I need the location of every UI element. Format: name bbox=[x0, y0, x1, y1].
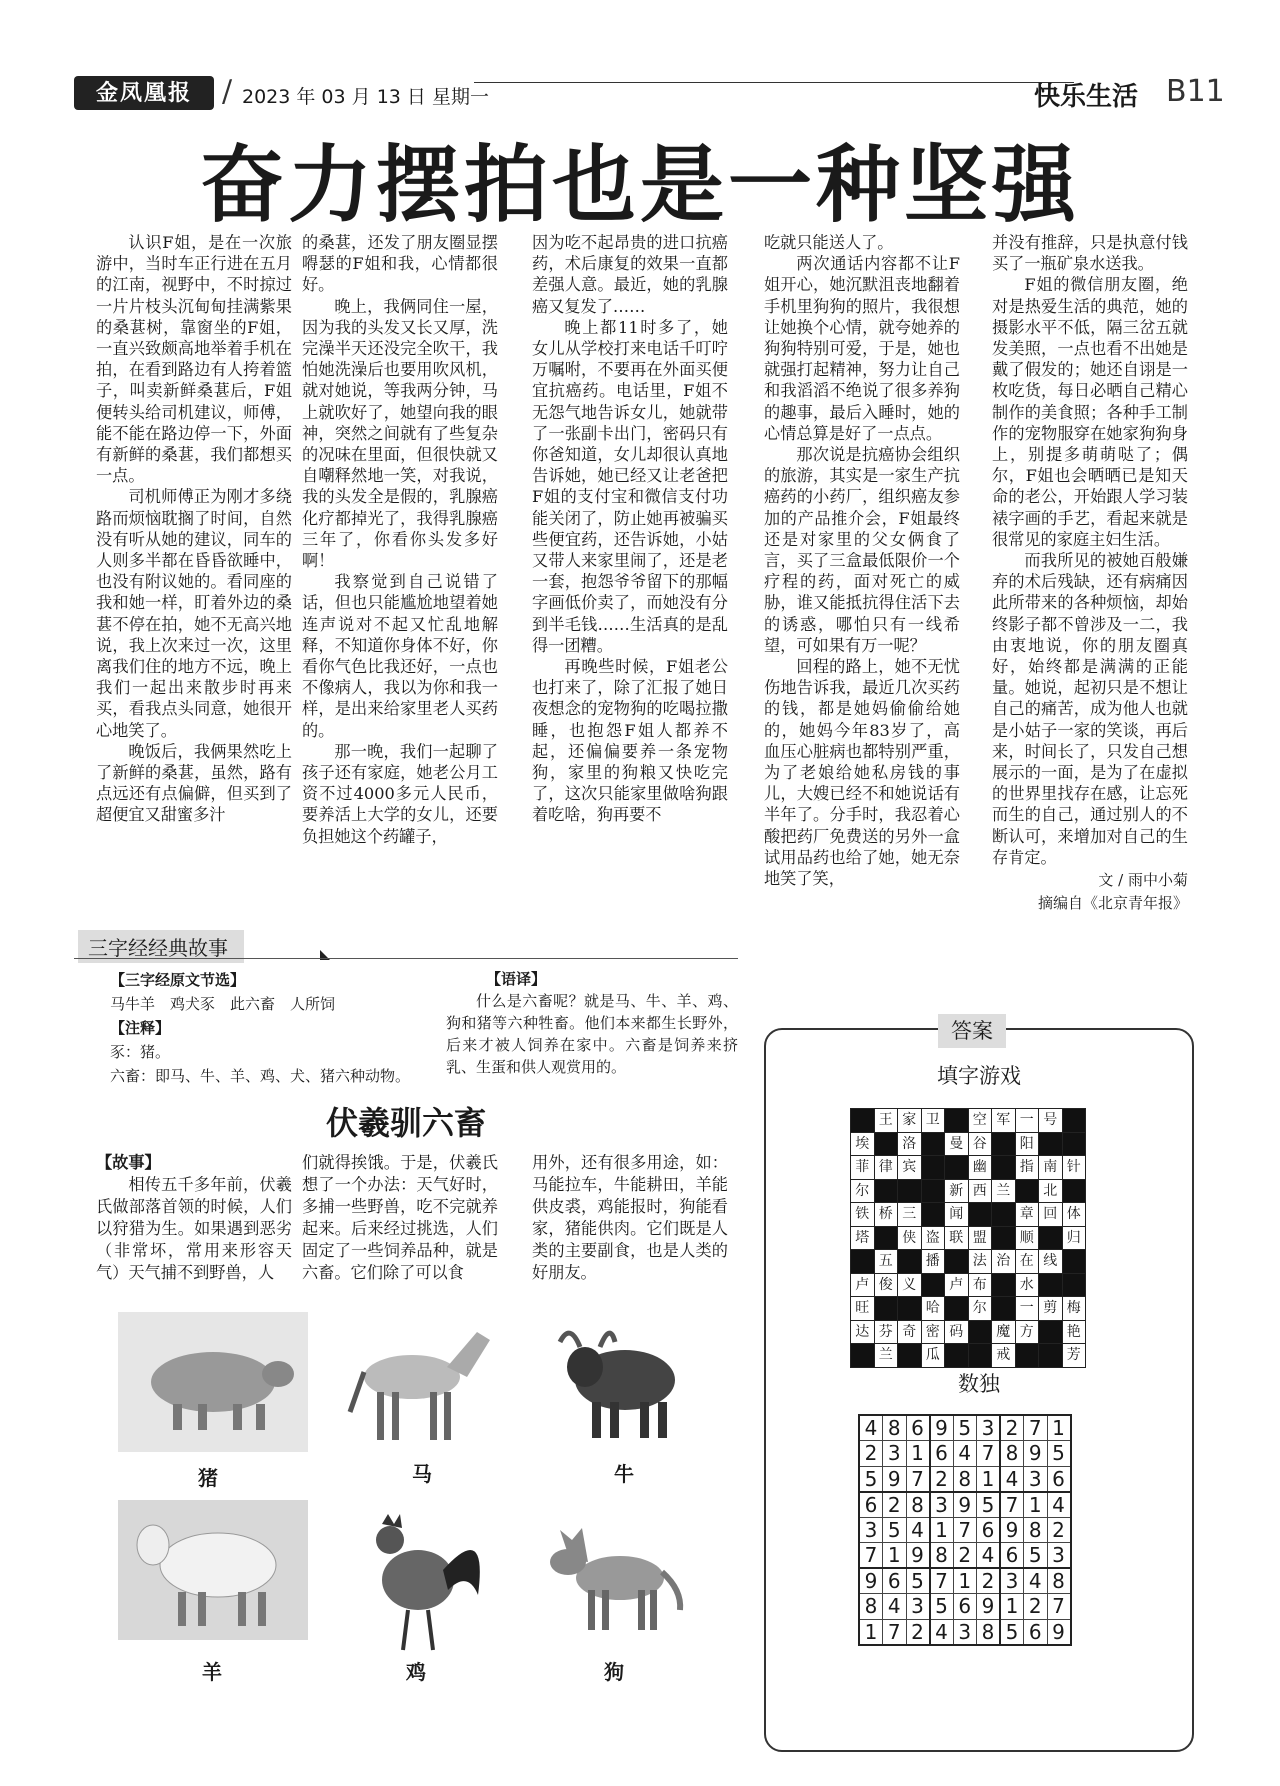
crossword-cell: 戒 bbox=[992, 1344, 1016, 1368]
crossword-cell bbox=[851, 1109, 875, 1133]
crossword-cell bbox=[1039, 1320, 1063, 1344]
crossword-cell bbox=[898, 1344, 922, 1368]
sudoku-cell: 9 bbox=[906, 1543, 930, 1569]
crossword-cell: 洛 bbox=[898, 1132, 922, 1156]
crossword-cell: 回 bbox=[1039, 1203, 1063, 1227]
crossword-cell bbox=[1015, 1179, 1039, 1203]
newspaper-logo: 金凤凰报 bbox=[74, 76, 214, 110]
author-byline: 文 / 雨中小菊 bbox=[1098, 871, 1188, 890]
sudoku-cell: 2 bbox=[883, 1492, 907, 1518]
crossword-cell: 水 bbox=[1015, 1273, 1039, 1297]
translation-text: 什么是六畜呢？就是马、牛、羊、鸡、狗和猪等六种牲畜。他们本来都生长野外，后来才被人饲养在家中。六畜是饲养来挤乳、生蛋和供人观赏用的。 bbox=[446, 992, 738, 1076]
answers-title: 答案 bbox=[938, 1014, 1006, 1048]
sudoku-cell: 6 bbox=[977, 1517, 1001, 1543]
story-column-1 bbox=[96, 1152, 292, 1284]
crossword-cell: 一 bbox=[1015, 1109, 1039, 1133]
animal-label: 羊 bbox=[202, 1660, 222, 1684]
page-number: B11 bbox=[1166, 74, 1225, 109]
sudoku-cell: 9 bbox=[1047, 1619, 1071, 1645]
sudoku-cell: 4 bbox=[953, 1441, 977, 1467]
sudoku-cell: 6 bbox=[906, 1415, 930, 1441]
paragraph: 我察觉到自己说错了话，但也只能尴尬地望着她连声说对不起又忙乱地解释，不知道你身体不好，你看你气色比我还好，一点也不像病人，我以为你和我一样，是出来给家里老人买药的。 bbox=[302, 572, 498, 740]
sudoku-cell: 6 bbox=[883, 1568, 907, 1594]
animal-label: 马 bbox=[412, 1462, 432, 1486]
sudoku-cell: 8 bbox=[930, 1543, 954, 1569]
crossword-cell: 菲 bbox=[851, 1156, 875, 1180]
translation-box bbox=[446, 968, 738, 1078]
band-label: 三字经经典故事 bbox=[78, 930, 244, 963]
crossword-cell bbox=[1062, 1109, 1086, 1133]
paragraph: 回程的路上，她不无忧伤地告诉我，最近几次买药的钱，都是她妈偷偷给她的，她妈今年83岁了，高血压心脏病也都特别严重，为了老娘给她私房钱的事儿，大嫂已经不和她说话有半年了。分手时，我忍着心酸把药厂免费送的另外一盒试用品药也给了她，她无奈地笑了笑， bbox=[764, 657, 960, 889]
crossword-cell: 侠 bbox=[898, 1226, 922, 1250]
crossword-cell: 空 bbox=[968, 1109, 992, 1133]
crossword-cell: 幽 bbox=[968, 1156, 992, 1180]
paragraph: 的桑葚，还发了朋友圈显摆嘚瑟的F姐和我，心情都很好。 bbox=[302, 233, 498, 295]
crossword-cell: 军 bbox=[992, 1109, 1016, 1133]
paragraph: F姐的微信朋友圈，绝对是热爱生活的典范，她的摄影水平不低，隔三岔五就发美照，一点也看不出她是戴了假发的；她还自诩是一枚吃货，每日必晒自己精心制作的美食照；各种手工制作的宠物服穿在她家狗狗身上，别提多萌萌哒了；偶尔，F姐也会晒晒已是知天命的老公，开始跟人学习装裱字画的手艺，看起来就是很常见的家庭主妇生活。 bbox=[992, 275, 1188, 549]
sudoku-cell: 4 bbox=[1000, 1466, 1024, 1492]
crossword-cell: 体 bbox=[1062, 1203, 1086, 1227]
crossword-cell: 码 bbox=[945, 1320, 969, 1344]
crossword-cell bbox=[898, 1250, 922, 1274]
crossword-cell bbox=[898, 1297, 922, 1321]
crossword-cell: 卫 bbox=[921, 1109, 945, 1133]
sudoku-cell: 4 bbox=[977, 1543, 1001, 1569]
sudoku-cell: 7 bbox=[859, 1543, 883, 1569]
sudoku-cell: 9 bbox=[883, 1466, 907, 1492]
crossword-cell bbox=[1062, 1273, 1086, 1297]
sudoku-cell: 1 bbox=[883, 1543, 907, 1569]
crossword-cell bbox=[992, 1156, 1016, 1180]
sudoku-cell: 5 bbox=[1047, 1441, 1071, 1467]
crossword-cell: 剪 bbox=[1039, 1297, 1063, 1321]
sudoku-cell: 3 bbox=[930, 1492, 954, 1518]
classic-story-band bbox=[74, 928, 738, 960]
story-text: 用外，还有很多用途，如：马能拉车，牛能耕田，羊能供皮裘，鸡能报时，狗能看家，猪能供肉。它们既是人类的主要副食，也是人类的好朋友。 bbox=[532, 1153, 728, 1282]
crossword-cell: 家 bbox=[898, 1109, 922, 1133]
crossword-cell: 方 bbox=[1015, 1320, 1039, 1344]
paragraph: 晚饭后，我俩果然吃上了新鲜的桑葚，虽然，路有点远还有点偏僻，但买到了超便宜又甜蜜多汁 bbox=[96, 741, 292, 825]
original-text-box bbox=[110, 968, 440, 1088]
article-column-4 bbox=[764, 232, 960, 1002]
crossword-cell: 治 bbox=[992, 1250, 1016, 1274]
sudoku-cell: 9 bbox=[1024, 1441, 1048, 1467]
sudoku-cell: 1 bbox=[1047, 1415, 1071, 1441]
sheep-illustration bbox=[118, 1500, 308, 1640]
crossword-cell bbox=[968, 1320, 992, 1344]
paragraph: 那一晚，我们一起聊了孩子还有家庭，她老公月工资不过4000多元人民币，要养活上大学的女儿，还要负担她这个药罐子， bbox=[302, 741, 498, 846]
sudoku-cell: 3 bbox=[953, 1619, 977, 1645]
sudoku-cell: 9 bbox=[977, 1594, 1001, 1620]
crossword-cell: 奇 bbox=[898, 1320, 922, 1344]
crossword-cell bbox=[1062, 1250, 1086, 1274]
sudoku-cell: 8 bbox=[977, 1619, 1001, 1645]
sudoku-cell: 3 bbox=[1024, 1466, 1048, 1492]
translation-heading: 【语译】 bbox=[486, 970, 547, 988]
crossword-cell: 达 bbox=[851, 1320, 875, 1344]
crossword-cell bbox=[1039, 1226, 1063, 1250]
crossword-cell: 西 bbox=[968, 1179, 992, 1203]
crossword-cell bbox=[945, 1250, 969, 1274]
paragraph: 晚上都11时多了，她女儿从学校打来电话千叮咛万嘱咐，不要再在外面买便宜抗癌药。电话里，F姐不无怨气地告诉女儿，她就带了一张副卡出门，密码只有你爸知道，女儿却很认真地告诉她，她已经又让老爸把F姐的支付宝和微信支付功能关闭了，防止她再被骗买些便宜药，还告诉她，小姑又带人来家里闹了，还是老一套，抱怨爷爷留下的那幅字画低价卖了，而她没有分到半毛钱……生活真的是乱得一团糟。 bbox=[532, 317, 728, 655]
sudoku-cell: 6 bbox=[930, 1441, 954, 1467]
sudoku-cell: 3 bbox=[859, 1517, 883, 1543]
crossword-cell bbox=[992, 1226, 1016, 1250]
paragraph: 晚上，我俩同住一屋，因为我的头发又长又厚，洗完澡半天还没完全吹干，我怕她洗澡后也要用吹风机，就对她说，等我两分钟，马上就吹好了，她望向我的眼神，突然之间就有了些复杂的况味在里面，但很快就又自嘲释然地一笑，对我说，我的头发全是假的，乳腺癌化疗都掉光了，我得乳腺癌三年了，你看你头发多好啊！ bbox=[302, 296, 498, 571]
horse-illustration bbox=[322, 1312, 512, 1452]
sudoku-cell: 4 bbox=[930, 1619, 954, 1645]
crossword-cell bbox=[992, 1132, 1016, 1156]
sudoku-cell: 1 bbox=[930, 1517, 954, 1543]
paragraph: 认识F姐，是在一次旅游中，当时车正行进在五月的江南，视野中，不时掠过一片片枝头沉甸甸挂满紫果的桑葚树，靠窗坐的F姐，一直兴致颇高地举着手机在拍，在看到路边有人挎着篮子，叫卖新鲜桑葚后，F姐便转头给司机建议，师傅，能不能在路边停一下，外面有新鲜的桑葚，我们都想买一点。 bbox=[96, 233, 292, 486]
crossword-cell: 阳 bbox=[1015, 1132, 1039, 1156]
sudoku-cell: 2 bbox=[906, 1619, 930, 1645]
crossword-cell: 指 bbox=[1015, 1156, 1039, 1180]
crossword-cell: 一 bbox=[1015, 1297, 1039, 1321]
paragraph: 吃就只能送人了。 bbox=[764, 233, 894, 252]
sudoku-cell: 9 bbox=[953, 1492, 977, 1518]
crossword-cell: 盟 bbox=[968, 1226, 992, 1250]
sudoku-cell: 1 bbox=[953, 1568, 977, 1594]
sudoku-cell: 2 bbox=[977, 1568, 1001, 1594]
sudoku-cell: 6 bbox=[859, 1492, 883, 1518]
sudoku-cell: 3 bbox=[1000, 1568, 1024, 1594]
sudoku-cell: 1 bbox=[977, 1466, 1001, 1492]
animal-label: 牛 bbox=[614, 1462, 634, 1486]
crossword-cell: 密 bbox=[921, 1320, 945, 1344]
sudoku-cell: 8 bbox=[883, 1415, 907, 1441]
sudoku-cell: 7 bbox=[1000, 1492, 1024, 1518]
sudoku-cell: 3 bbox=[1047, 1543, 1071, 1569]
crossword-cell: 章 bbox=[1015, 1203, 1039, 1227]
sudoku-cell: 4 bbox=[1024, 1568, 1048, 1594]
sudoku-cell: 8 bbox=[1000, 1441, 1024, 1467]
crossword-cell: 线 bbox=[1039, 1250, 1063, 1274]
sudoku-cell: 4 bbox=[859, 1415, 883, 1441]
story-title: 伏羲驯六畜 bbox=[325, 1104, 486, 1142]
dog-illustration bbox=[530, 1500, 720, 1640]
sudoku-cell: 5 bbox=[930, 1594, 954, 1620]
note-heading: 【注释】 bbox=[110, 1019, 171, 1037]
crossword-cell: 尔 bbox=[851, 1179, 875, 1203]
crossword-cell: 俊 bbox=[874, 1273, 898, 1297]
source-credit: 摘编自《北京青年报》 bbox=[1037, 894, 1188, 913]
crossword-cell bbox=[1039, 1344, 1063, 1368]
crossword-title: 填字游戏 bbox=[937, 1064, 1021, 1088]
paragraph: 两次通话内容都不让F姐开心，她沉默沮丧地翻着手机里狗狗的照片，我很想让她换个心情，就夸她养的狗狗特别可爱，于是，她也就强打起精神，努力让自己和我滔滔不绝说了很多养狗的趣事，最后入睡时，她的心情总算是好了一点点。 bbox=[764, 254, 960, 443]
story-column-2 bbox=[302, 1152, 498, 1284]
sudoku-cell: 2 bbox=[930, 1466, 954, 1492]
crossword-cell: 号 bbox=[1039, 1109, 1063, 1133]
crossword-cell: 魔 bbox=[992, 1320, 1016, 1344]
crossword-cell: 芳 bbox=[1062, 1344, 1086, 1368]
crossword-cell bbox=[992, 1203, 1016, 1227]
sudoku-cell: 1 bbox=[1000, 1594, 1024, 1620]
band-rule bbox=[74, 958, 738, 959]
crossword-cell: 旺 bbox=[851, 1297, 875, 1321]
story-text: 相传五千多年前，伏羲氏做部落首领的时候，人们以狩猎为生。如果遇到恶劣（非常坏，常用来形容天气）天气捕不到野兽，人 bbox=[96, 1175, 292, 1282]
sudoku-cell: 7 bbox=[1047, 1594, 1071, 1620]
paragraph: 再晚些时候，F姐老公也打来了，除了汇报了她日夜想念的宠物狗的吃喝拉撒睡，也抱怨F姐人都养不起，还偏偏要养一条宠物狗，家里的狗粮又快吃完了，这次只能家里做啥狗跟着吃啥，狗再要不 bbox=[532, 657, 728, 825]
sudoku-cell: 9 bbox=[930, 1415, 954, 1441]
crossword-cell: 兰 bbox=[992, 1179, 1016, 1203]
crossword-cell bbox=[921, 1203, 945, 1227]
sudoku-cell: 8 bbox=[1047, 1568, 1071, 1594]
sudoku-cell: 5 bbox=[859, 1466, 883, 1492]
crossword-cell bbox=[945, 1156, 969, 1180]
crossword-cell: 北 bbox=[1039, 1179, 1063, 1203]
section-name: 快乐生活 bbox=[1034, 82, 1139, 112]
crossword-cell: 尔 bbox=[968, 1297, 992, 1321]
sudoku-cell: 2 bbox=[1047, 1517, 1071, 1543]
crossword-cell bbox=[874, 1297, 898, 1321]
sudoku-cell: 7 bbox=[930, 1568, 954, 1594]
paragraph: 因为吃不起昂贵的进口抗癌药，术后康复的效果一直都差强人意。最近，她的乳腺癌又复发了…… bbox=[532, 233, 728, 316]
paragraph: 并没有推辞，只是执意付钱买了一瓶矿泉水送我。 bbox=[992, 233, 1188, 274]
crossword-cell: 三 bbox=[898, 1203, 922, 1227]
slash-divider: / bbox=[222, 74, 233, 109]
crossword-cell bbox=[1062, 1132, 1086, 1156]
animal-label: 鸡 bbox=[406, 1660, 426, 1684]
original-heading: 【三字经原文节选】 bbox=[110, 971, 246, 989]
headline: 奋力摆拍也是一种坚强 bbox=[199, 136, 1080, 234]
sudoku-cell: 2 bbox=[1000, 1415, 1024, 1441]
crossword-cell bbox=[874, 1226, 898, 1250]
sudoku-cell: 4 bbox=[883, 1594, 907, 1620]
crossword-cell bbox=[945, 1109, 969, 1133]
story-column-3 bbox=[532, 1152, 728, 1284]
crossword-cell bbox=[921, 1273, 945, 1297]
article-column-3 bbox=[532, 232, 728, 892]
sudoku-cell: 7 bbox=[906, 1466, 930, 1492]
crossword-cell: 律 bbox=[874, 1156, 898, 1180]
crossword-cell: 瓜 bbox=[921, 1344, 945, 1368]
crossword-cell: 盗 bbox=[921, 1226, 945, 1250]
crossword-cell bbox=[921, 1179, 945, 1203]
note-line: 豕：猪。 bbox=[110, 1043, 171, 1061]
sudoku-cell: 9 bbox=[1000, 1517, 1024, 1543]
sudoku-cell: 5 bbox=[977, 1492, 1001, 1518]
crossword-cell bbox=[874, 1132, 898, 1156]
crossword-cell: 埃 bbox=[851, 1132, 875, 1156]
crossword-cell bbox=[968, 1344, 992, 1368]
crossword-cell bbox=[851, 1250, 875, 1274]
crossword-cell: 义 bbox=[898, 1273, 922, 1297]
crossword-cell bbox=[992, 1273, 1016, 1297]
crossword-cell: 铁 bbox=[851, 1203, 875, 1227]
crossword-cell: 南 bbox=[1039, 1156, 1063, 1180]
crossword-cell bbox=[945, 1297, 969, 1321]
rooster-illustration bbox=[338, 1500, 528, 1640]
sudoku-cell: 8 bbox=[1024, 1517, 1048, 1543]
sudoku-cell: 3 bbox=[906, 1594, 930, 1620]
sudoku-cell: 5 bbox=[953, 1415, 977, 1441]
paragraph: 那次说是抗癌协会组织的旅游，其实是一家生产抗癌药的小药厂，组织癌友参加的产品推介会，F姐最终还是对家里的父女俩食了言，买了三盒最低限价一个疗程的药，面对死亡的威胁，谁又能抵抗得住活下去的诱惑，哪怕只有一线希望，可如果有万一呢？ bbox=[764, 445, 960, 655]
pig-illustration bbox=[118, 1312, 308, 1452]
page-header bbox=[74, 74, 1225, 114]
article-column-5 bbox=[992, 232, 1188, 1002]
crossword-cell: 法 bbox=[968, 1250, 992, 1274]
crossword-cell: 归 bbox=[1062, 1226, 1086, 1250]
crossword-cell bbox=[898, 1179, 922, 1203]
sudoku-cell: 8 bbox=[906, 1492, 930, 1518]
sudoku-title: 数独 bbox=[958, 1372, 1000, 1396]
sudoku-cell: 8 bbox=[859, 1594, 883, 1620]
crossword-cell: 梅 bbox=[1062, 1297, 1086, 1321]
sudoku-cell: 3 bbox=[977, 1415, 1001, 1441]
sudoku-grid bbox=[858, 1414, 1072, 1646]
sudoku-cell: 7 bbox=[1024, 1415, 1048, 1441]
ox-illustration bbox=[530, 1312, 720, 1452]
paragraph: 而我所见的被她百般嫌弃的术后残缺，还有病痛因此所带来的各种烦恼，却始终影子都不曾涉及一二，我由衷地说，你的朋友圈真好，始终都是满满的正能量。她说，起初只是不想让自己的痛苦，成为他人也就是小姑子一家的笑谈，再后来，时间长了，只发自己想展示的一面，是为了在虚拟的世界里找存在感，让忘死而生的自己，通过别人的不断认可，来增加对自己的生存肯定。 bbox=[992, 551, 1188, 867]
article-column-1 bbox=[96, 232, 292, 902]
crossword-cell bbox=[1039, 1273, 1063, 1297]
crossword-cell: 五 bbox=[874, 1250, 898, 1274]
sudoku-cell: 8 bbox=[953, 1466, 977, 1492]
crossword-cell: 芬 bbox=[874, 1320, 898, 1344]
crossword-cell bbox=[945, 1344, 969, 1368]
crossword-cell: 谷 bbox=[968, 1132, 992, 1156]
sudoku-cell: 1 bbox=[1024, 1492, 1048, 1518]
issue-date: 2023 年 03 月 13 日 星期一 bbox=[242, 86, 489, 108]
crossword-cell: 布 bbox=[968, 1273, 992, 1297]
sudoku-cell: 2 bbox=[1024, 1594, 1048, 1620]
sudoku-cell: 4 bbox=[1047, 1492, 1071, 1518]
crossword-cell: 卢 bbox=[851, 1273, 875, 1297]
crossword-cell: 针 bbox=[1062, 1156, 1086, 1180]
paragraph: 司机师傅正为刚才多绕路而烦恼耽搁了时间，自然没有听从她的建议，同车的人则多半都在昏昏欲睡中，也没有附议她的。看同座的我和她一样，盯着外边的桑葚不停在拍，她不无高兴地说，我上次来过一次，这里离我们住的地方不远，晚上我们一起出来散步时再来买，看我点头同意，她很开心地笑了。 bbox=[96, 487, 292, 740]
crossword-cell: 闻 bbox=[945, 1203, 969, 1227]
sudoku-cell: 2 bbox=[859, 1441, 883, 1467]
crossword-cell: 王 bbox=[874, 1109, 898, 1133]
sudoku-cell: 7 bbox=[953, 1517, 977, 1543]
crossword-cell: 兰 bbox=[874, 1344, 898, 1368]
article-column-2 bbox=[302, 232, 498, 892]
sudoku-cell: 1 bbox=[859, 1619, 883, 1645]
animal-label: 猪 bbox=[198, 1466, 218, 1490]
sudoku-cell: 5 bbox=[906, 1568, 930, 1594]
crossword-cell: 曼 bbox=[945, 1132, 969, 1156]
crossword-cell bbox=[1039, 1132, 1063, 1156]
original-text: 马牛羊 鸡犬豕 此六畜 人所饲 bbox=[110, 995, 336, 1013]
note-line: 六畜：即马、牛、羊、鸡、犬、猪六种动物。 bbox=[110, 1067, 411, 1085]
crossword-cell: 联 bbox=[945, 1226, 969, 1250]
crossword-cell bbox=[1015, 1344, 1039, 1368]
crossword-cell bbox=[1062, 1179, 1086, 1203]
sudoku-cell: 4 bbox=[906, 1517, 930, 1543]
sudoku-cell: 5 bbox=[1024, 1543, 1048, 1569]
sudoku-cell: 6 bbox=[1024, 1619, 1048, 1645]
header-rule bbox=[474, 82, 1074, 83]
crossword-cell bbox=[992, 1297, 1016, 1321]
sudoku-cell: 5 bbox=[883, 1517, 907, 1543]
crossword-grid bbox=[850, 1108, 1086, 1368]
sudoku-cell: 6 bbox=[953, 1594, 977, 1620]
crossword-cell: 播 bbox=[921, 1250, 945, 1274]
story-heading: 【故事】 bbox=[96, 1153, 161, 1172]
sudoku-cell: 9 bbox=[859, 1568, 883, 1594]
crossword-cell: 艳 bbox=[1062, 1320, 1086, 1344]
crossword-cell: 新 bbox=[945, 1179, 969, 1203]
sudoku-cell: 3 bbox=[883, 1441, 907, 1467]
crossword-cell bbox=[921, 1132, 945, 1156]
sudoku-cell: 6 bbox=[1047, 1466, 1071, 1492]
crossword-cell bbox=[851, 1344, 875, 1368]
animal-label: 狗 bbox=[604, 1660, 624, 1684]
crossword-cell bbox=[968, 1203, 992, 1227]
sudoku-cell: 7 bbox=[883, 1619, 907, 1645]
crossword-cell: 塔 bbox=[851, 1226, 875, 1250]
sudoku-cell: 7 bbox=[977, 1441, 1001, 1467]
crossword-cell: 宾 bbox=[898, 1156, 922, 1180]
crossword-cell: 顺 bbox=[1015, 1226, 1039, 1250]
sudoku-cell: 2 bbox=[953, 1543, 977, 1569]
sudoku-cell: 1 bbox=[906, 1441, 930, 1467]
sudoku-cell: 5 bbox=[1000, 1619, 1024, 1645]
crossword-cell: 卢 bbox=[945, 1273, 969, 1297]
crossword-cell: 哈 bbox=[921, 1297, 945, 1321]
crossword-cell: 在 bbox=[1015, 1250, 1039, 1274]
story-text: 们就得挨饿。于是，伏羲氏想了一个办法：天气好时，多捕一些野兽，吃不完就养起来。后来经过挑选，人们固定了一些饲养品种，就是六畜。它们除了可以食 bbox=[302, 1153, 498, 1282]
crossword-cell bbox=[921, 1156, 945, 1180]
crossword-cell bbox=[874, 1179, 898, 1203]
sudoku-cell: 6 bbox=[1000, 1543, 1024, 1569]
crossword-cell: 桥 bbox=[874, 1203, 898, 1227]
